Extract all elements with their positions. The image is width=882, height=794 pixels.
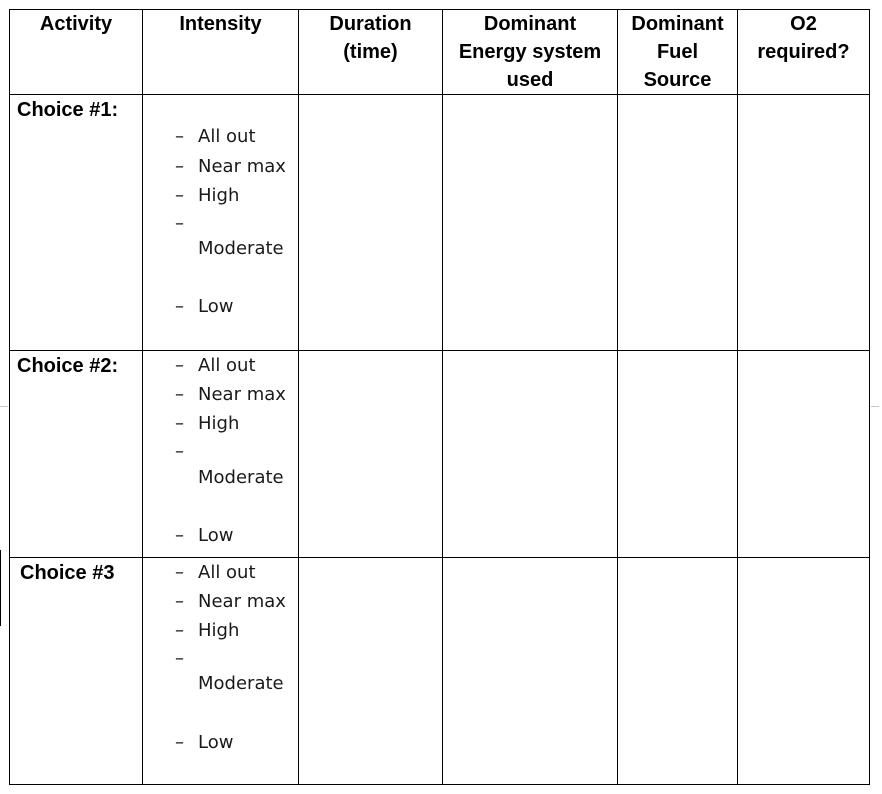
intensity-option: – Low	[175, 732, 234, 753]
table-row	[10, 558, 870, 785]
intensity-option-dash: –	[175, 648, 184, 669]
header-intensity: Intensity	[143, 10, 299, 95]
header-fuel-source: Dominant Fuel Source	[618, 10, 738, 95]
intensity-option: – All out	[175, 126, 256, 147]
choice-1-duration-cell[interactable]	[299, 95, 443, 351]
choice-2-fuel-source-cell[interactable]	[618, 351, 738, 558]
choice-3-intensity-options	[143, 558, 299, 785]
choice-2-duration-cell[interactable]	[299, 351, 443, 558]
intensity-option: – Near max	[175, 156, 286, 177]
choice-3-o2-cell[interactable]	[738, 558, 870, 785]
choice-3-fuel-source-cell[interactable]	[618, 558, 738, 785]
header-o2-required: O2 required?	[738, 10, 870, 95]
intensity-option: – All out	[175, 562, 256, 583]
choice-2-intensity-options	[143, 351, 299, 558]
choice-3-label: Choice #3	[10, 558, 143, 785]
intensity-option: – High	[175, 620, 240, 641]
page-edge-tick-left	[0, 406, 8, 407]
intensity-option: – High	[175, 413, 240, 434]
intensity-option: – Low	[175, 525, 234, 546]
table-row	[10, 95, 870, 351]
page-edge-tick-right	[871, 406, 879, 407]
header-duration: Duration (time)	[299, 10, 443, 95]
intensity-option: Moderate	[198, 238, 284, 259]
energy-systems-table	[9, 9, 870, 785]
intensity-option-dash: –	[175, 213, 184, 234]
header-row	[10, 10, 870, 95]
choice-2-o2-cell[interactable]	[738, 351, 870, 558]
intensity-option: – Low	[175, 296, 234, 317]
page-edge-mark	[0, 550, 1, 626]
choice-1-energy-system-cell[interactable]	[443, 95, 618, 351]
choice-1-intensity-options	[143, 95, 299, 351]
intensity-option: – All out	[175, 355, 256, 376]
choice-1-label: Choice #1:	[10, 95, 143, 351]
choice-1-o2-cell[interactable]	[738, 95, 870, 351]
intensity-option: Moderate	[198, 467, 284, 488]
header-activity: Activity	[10, 10, 143, 95]
header-energy-system: Dominant Energy system used	[443, 10, 618, 95]
choice-3-duration-cell[interactable]	[299, 558, 443, 785]
intensity-option: – Near max	[175, 384, 286, 405]
intensity-option: Moderate	[198, 673, 284, 694]
choice-2-energy-system-cell[interactable]	[443, 351, 618, 558]
choice-2-label: Choice #2:	[10, 351, 143, 558]
table-row	[10, 351, 870, 558]
choice-1-fuel-source-cell[interactable]	[618, 95, 738, 351]
intensity-option: – Near max	[175, 591, 286, 612]
choice-3-energy-system-cell[interactable]	[443, 558, 618, 785]
intensity-option-dash: –	[175, 441, 184, 462]
intensity-option: – High	[175, 185, 240, 206]
